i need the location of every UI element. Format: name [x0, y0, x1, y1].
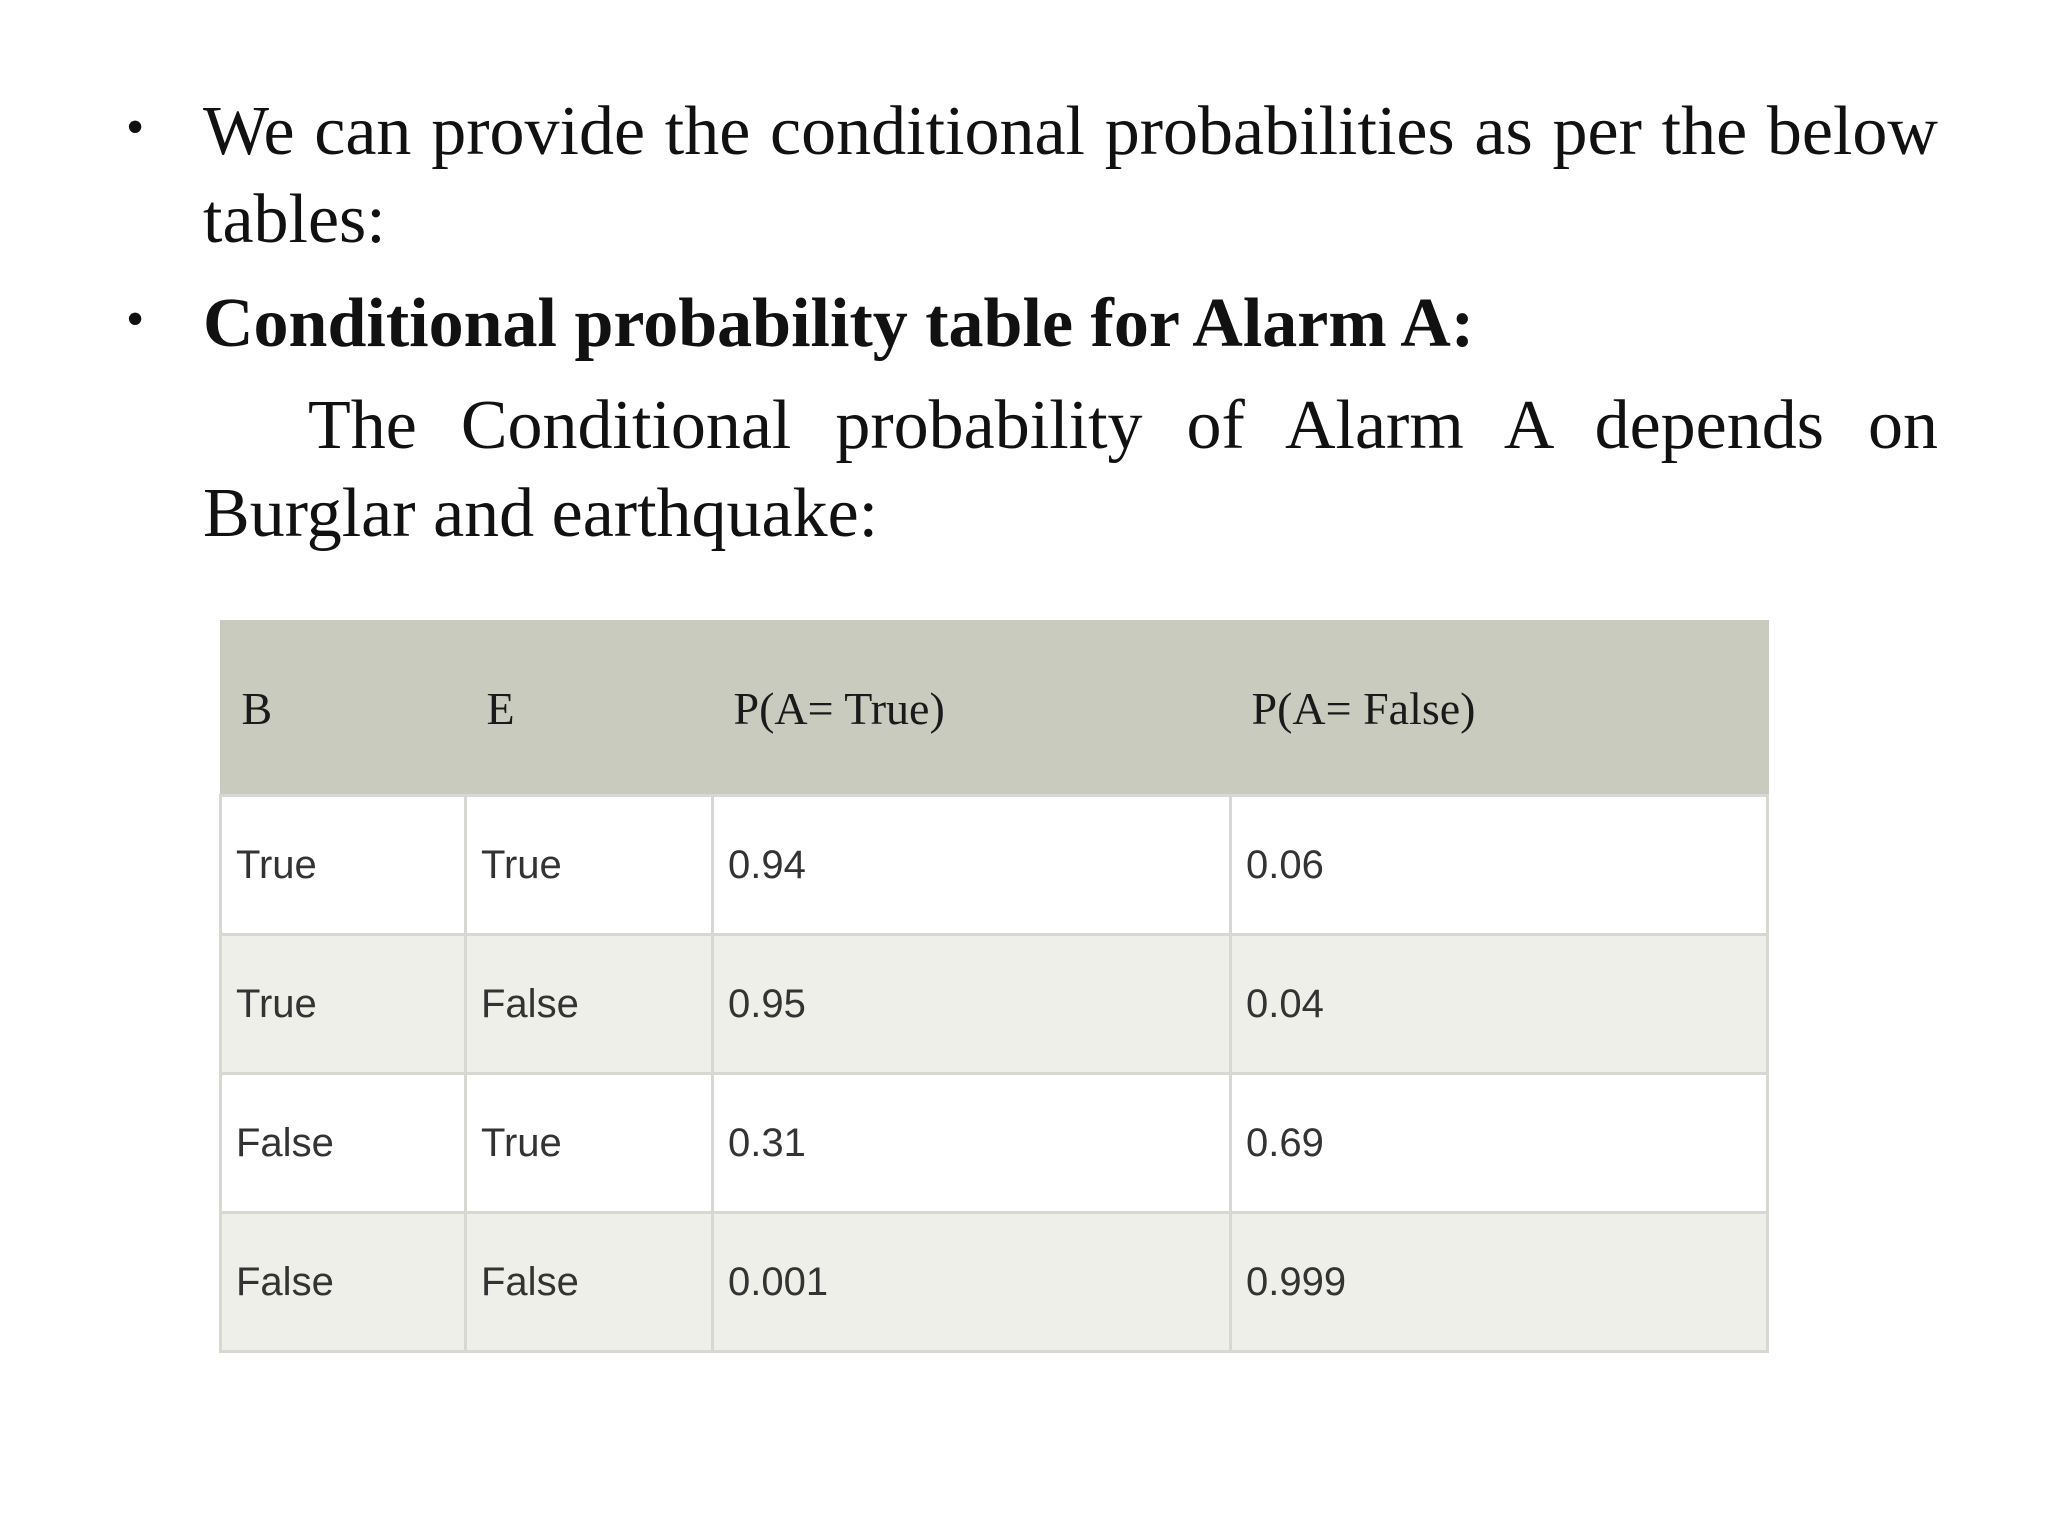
table-header-row	[221, 621, 1768, 796]
bullet-marker: •	[126, 291, 145, 348]
cell-b: True	[221, 935, 466, 1074]
header-p-a-false: P(A= False)	[1231, 621, 1768, 796]
table-row	[221, 796, 1768, 935]
cell-p-false: 0.04	[1231, 935, 1768, 1074]
cell-p-true: 0.95	[713, 935, 1231, 1074]
header-b: B	[221, 621, 466, 796]
cell-e: True	[466, 1074, 713, 1213]
cell-e: False	[466, 935, 713, 1074]
cell-p-false: 0.06	[1231, 796, 1768, 935]
table-row	[221, 1213, 1768, 1352]
bullet-heading: Conditional probability table for Alarm A:	[203, 285, 1475, 362]
cell-b: True	[221, 796, 466, 935]
cell-p-true: 0.31	[713, 1074, 1231, 1213]
header-e: E	[466, 621, 713, 796]
bullet-text: We can provide the conditional probabilities as per the below tables:	[203, 93, 1938, 258]
cell-p-true: 0.001	[713, 1213, 1231, 1352]
cell-e: True	[466, 796, 713, 935]
header-p-a-true: P(A= True)	[713, 621, 1231, 796]
bullet-marker: •	[126, 99, 145, 156]
cell-b: False	[221, 1213, 466, 1352]
table-row	[221, 935, 1768, 1074]
cell-p-false: 0.69	[1231, 1074, 1768, 1213]
conditional-probability-table	[219, 620, 1769, 1353]
cell-p-false: 0.999	[1231, 1213, 1768, 1352]
cell-e: False	[466, 1213, 713, 1352]
table-row	[221, 1074, 1768, 1213]
sub-paragraph: The Conditional probability of Alarm A depends on Burglar and earthquake:	[203, 387, 1938, 552]
cell-p-true: 0.94	[713, 796, 1231, 935]
cell-b: False	[221, 1074, 466, 1213]
probability-table-container	[219, 620, 1766, 1353]
